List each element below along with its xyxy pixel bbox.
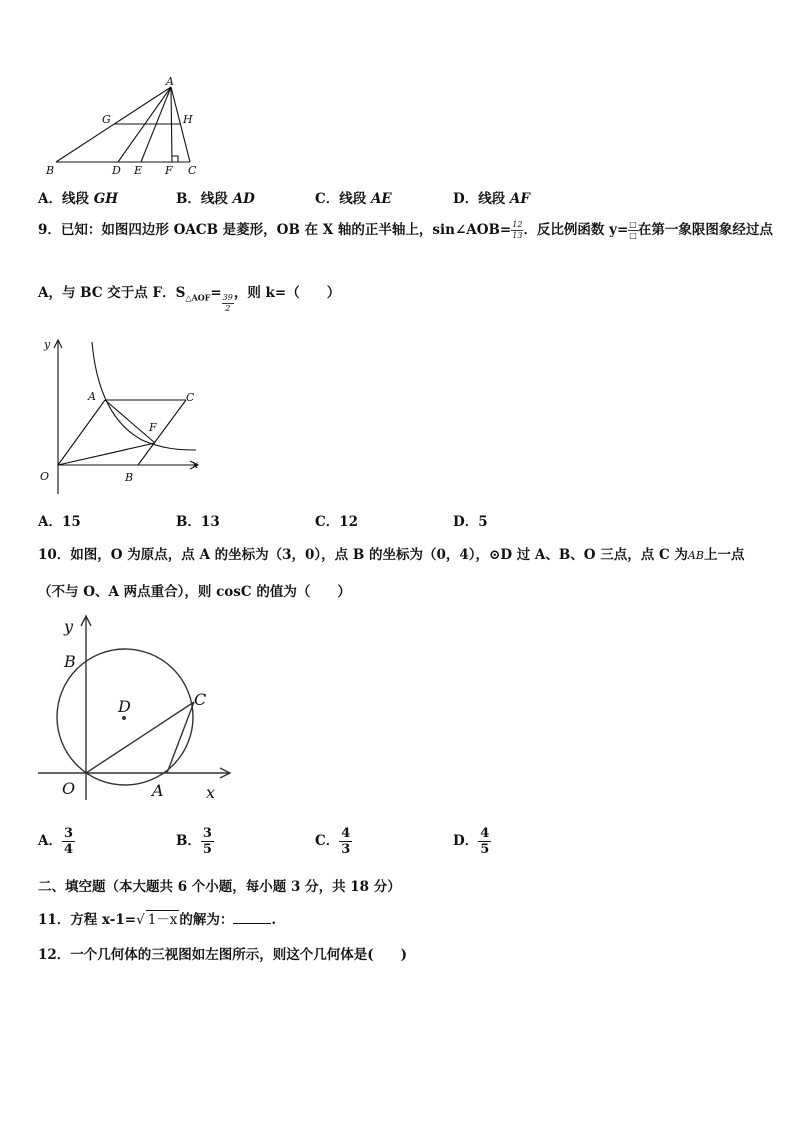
q8-option-b: B．线段 AD — [176, 191, 255, 207]
label-h: H — [183, 113, 193, 126]
sin-fraction: $\frac{12}{13}$ — [512, 220, 523, 240]
label-o: O — [62, 779, 76, 798]
label-a: A — [152, 781, 164, 800]
segment-oa — [58, 400, 105, 465]
label-d: D — [112, 164, 121, 177]
label-a: A — [88, 390, 96, 403]
label-f: F — [165, 164, 173, 177]
q9-rhombus-figure — [30, 334, 210, 498]
label-x: x — [192, 458, 199, 471]
segment-oc — [86, 702, 194, 773]
area-fraction: $\frac{39}{2}$ — [222, 293, 233, 313]
q12-question: 12．一个几何体的三视图如左图所示，则这个几何体是( ) — [38, 947, 408, 963]
label-o: O — [40, 470, 50, 483]
segment-cb — [138, 400, 186, 465]
q10-option-c: C． $\frac{4}{3}$ — [315, 826, 351, 857]
q9-option-a: A．15 — [38, 514, 81, 530]
q8-option-d: D．线段 AF — [453, 191, 530, 207]
q10-question-line2: （不与 O、A 两点重合），则 cosC 的值为（ ） — [38, 584, 351, 600]
segment-af — [105, 400, 155, 443]
label-y: y — [64, 617, 74, 636]
label-b: B — [64, 652, 76, 671]
q9-question-line1: 9．已知：如图四边形 OACB 是菱形，OB 在 X 轴的正半轴上，sin∠AOB= $\frac{12}{13}$ ．反比例函数 y= $\frac{□}{□}$ 在第一象限图象经过点 — [38, 220, 773, 240]
radicand: 1－x — [147, 912, 178, 928]
label-e: E — [134, 164, 143, 177]
section-2-heading: 二、填空题（本大题共 6 个小题，每小题 3 分，共 18 分） — [38, 879, 401, 895]
q8-option-c: C．线段 AE — [315, 191, 392, 207]
q10-option-b: B． $\frac{3}{5}$ — [176, 826, 212, 857]
q8-option-a: A．线段 GH — [38, 191, 118, 207]
label-b: B — [46, 164, 55, 177]
label-a: A — [166, 75, 174, 88]
right-angle-mark — [172, 156, 178, 162]
label-c: C — [188, 164, 197, 177]
q8-triangle-figure — [38, 74, 208, 184]
y-fraction: $\frac{□}{□}$ — [629, 220, 637, 240]
q10-option-d: D． $\frac{4}{5}$ — [453, 826, 490, 857]
arc-ab: AB — [687, 549, 704, 562]
q10-question-line1: 10．如图，O 为原点，点 A 的坐标为（3，0），点 B 的坐标为（0，4），⊙D 过 A、B、O 三点，点 C 为AB上一点 — [38, 547, 745, 563]
q10-circle-figure — [34, 610, 234, 805]
answer-blank[interactable] — [233, 911, 271, 924]
q9-option-b: B．13 — [176, 514, 220, 530]
q9-question-line2: A，与 BC 交于点 F．$S_{\triangle AOF}=$ $\frac{39}{2}$ ，则 k=（ ） — [38, 285, 341, 313]
label-d: D — [118, 697, 131, 716]
label-c: C — [194, 690, 207, 709]
label-y: y — [44, 338, 51, 351]
q9-option-d: D．5 — [453, 514, 488, 530]
q10-option-a: A． $\frac{3}{4}$ — [38, 826, 74, 857]
center-point-d — [122, 716, 126, 720]
q11-question: 11．方程 x-1=√ 1－x 的解为： . — [38, 912, 277, 928]
label-b: B — [125, 471, 134, 484]
label-f: F — [149, 421, 157, 434]
q9-option-c: C．12 — [315, 514, 359, 530]
label-c: C — [186, 391, 195, 404]
label-g: G — [102, 113, 111, 126]
label-x: x — [206, 783, 216, 802]
